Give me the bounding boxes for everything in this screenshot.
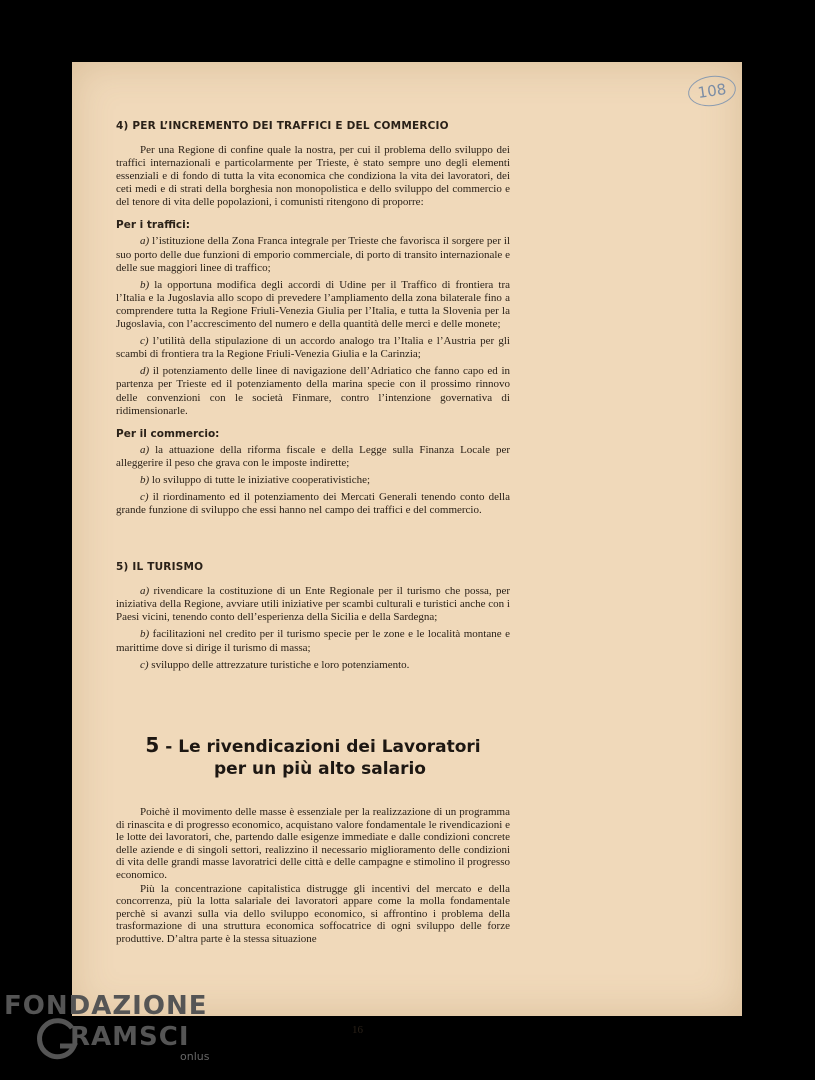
item-letter: b) — [140, 278, 150, 291]
item-text: l’utilità della stipulazione di un accordo analogo tra l’Italia e l’Austria per gli scambi di frontiera tra la Regione Friuli-Venezia Giulia e la Carinzia; — [116, 335, 510, 361]
section4-intro: Per una Regione di confine quale la nostra, per cui il problema dello sviluppo dei traffici internazionali e particolarmente per Trieste, è stato sempre uno degli elementi essenziali e di fondo di tutta la vita economica che condiziona la vita dei lavoratori, dei ceti medi e di strati della borghesia non monopolistica e dello sviluppo del commercio e del tenore di vita delle popolazioni, i comunisti ritengono di proporre: — [116, 144, 510, 209]
traffici-item-c — [116, 335, 510, 361]
page-number: 16 — [352, 1024, 363, 1036]
item-text: la opportuna modifica degli accordi di Udine per il Traffico di frontiera tra l’Italia e la Jugoslavia allo scopo di prevedere l’ampliamento della zona bilaterale fino a comprendere tutta la Regione Friuli-Venezia Giulia per l’Italia, e tutta la Slovenia per la Jugoslavia, con l’accrescimento del numero e della quantità delle merci e delle monete; — [116, 278, 510, 331]
item-text: il riordinamento ed il potenziamento dei Mercati Generali tenendo conto della grande funzione di sviluppo che essi hanno nel campo dei traffici e del commercio. — [116, 490, 511, 517]
turismo-item-a — [116, 585, 510, 624]
text-column — [116, 120, 511, 1036]
commercio-heading: Per il commercio: — [116, 427, 220, 440]
section4-heading: 4) PER L’INCREMENTO DEI TRAFFICI E DEL COMMERCIO — [116, 120, 449, 132]
item-letter: a) — [140, 585, 150, 598]
item-letter: d) — [140, 365, 150, 378]
item-text: rivendicare la costituzione di un Ente Regionale per il turismo che possa, per iniziativa della Regione, avviare utili iniziative per scambi culturali e turistici anche con i Paesi vicini, tenendo conto dell’esperienza della Sicilia e della Sardegna; — [116, 585, 511, 624]
commercio-item-c — [116, 491, 510, 517]
traffici-item-a — [116, 235, 510, 274]
traffici-heading: Per i traffici: — [116, 219, 190, 232]
watermark-line3: onlus — [180, 1050, 210, 1063]
commercio-item-a — [116, 444, 510, 470]
chapter-title — [116, 734, 510, 780]
item-letter: b) — [140, 628, 150, 641]
chapter-body — [116, 806, 510, 947]
item-text: il potenziamento delle linee di navigazione dell’Adriatico che fanno capo ed in partenza per Trieste ed il potenziamento della marina specie con il prossimo rinnovo delle convenzioni con le società Finmare, contro l’intenzione governativa di ridimensionarle. — [116, 365, 511, 417]
item-letter: a) — [140, 443, 150, 456]
chapter-title-line2: per un più alto salario — [214, 759, 426, 779]
item-letter: c) — [140, 490, 149, 503]
turismo-item-c — [116, 659, 510, 672]
watermark-line2: RAMSCI — [70, 1022, 190, 1052]
commercio-item-b — [116, 474, 510, 487]
item-letter: b) — [140, 473, 150, 486]
item-letter: c) — [140, 658, 149, 671]
item-text: l’istituzione della Zona Franca integrale per Trieste che favorisca il sorgere per il suo porto delle due funzioni di emporio commerciale, di porto di transito internazionale e delle sue maggiori linee di traffico; — [116, 235, 511, 274]
chapter-paragraph-1: Poichè il movimento delle masse è essenziale per la realizzazione di un programma di rinascita e di progresso economico, acquistano valore fondamentale le rivendicazioni e le lotte dei lavoratori, che, partendo dalle esigenze immediate e dalle condizioni concrete delle aziende e di singoli settori, realizzino il necessario miglioramento delle condizioni di vita delle grandi masse lavoratrici delle città e delle campagne e stimolino il progresso economico. — [116, 806, 510, 881]
section5-heading: 5) IL TURISMO — [116, 561, 204, 574]
watermark-line1: FONDAZIONE — [4, 991, 208, 1021]
traffici-item-d — [116, 365, 510, 417]
chapter-number: 5 — [145, 733, 160, 757]
document-page — [72, 62, 742, 1036]
traffici-item-b — [116, 279, 510, 331]
item-text: sviluppo delle attrezzature turistiche e loro potenziamento. — [151, 658, 410, 671]
item-letter: a) — [140, 235, 150, 248]
watermark-logo — [4, 991, 210, 1074]
chapter-paragraph-2: Più la concentrazione capitalistica distrugge gli incentivi del mercato e della concorrenza, più la lotta salariale dei lavoratori appare come la molla fondamentale perchè si avanzi sulla via dello sviluppo economico, si affrontino i problema della trasformazione di una struttura economica soffocatrice di ogni sviluppo delle forze produttive. D’altra parte è la stessa situazione — [116, 882, 510, 945]
turismo-item-b — [116, 628, 510, 654]
item-text: facilitazioni nel credito per il turismo specie per le zone e le località montane e marittime dove si dirige il turismo di massa; — [116, 628, 511, 654]
item-text: lo sviluppo di tutte le iniziative cooperativistiche; — [151, 473, 371, 486]
chapter-title-line1: - Le rivendicazioni dei Lavoratori — [165, 737, 481, 757]
handwritten-page-number: 108 — [686, 73, 738, 109]
item-letter: c) — [140, 335, 149, 348]
item-text: la attuazione della riforma fiscale e della Legge sulla Finanza Locale per alleggerire il peso che grava con le imposte indirette; — [116, 443, 511, 469]
